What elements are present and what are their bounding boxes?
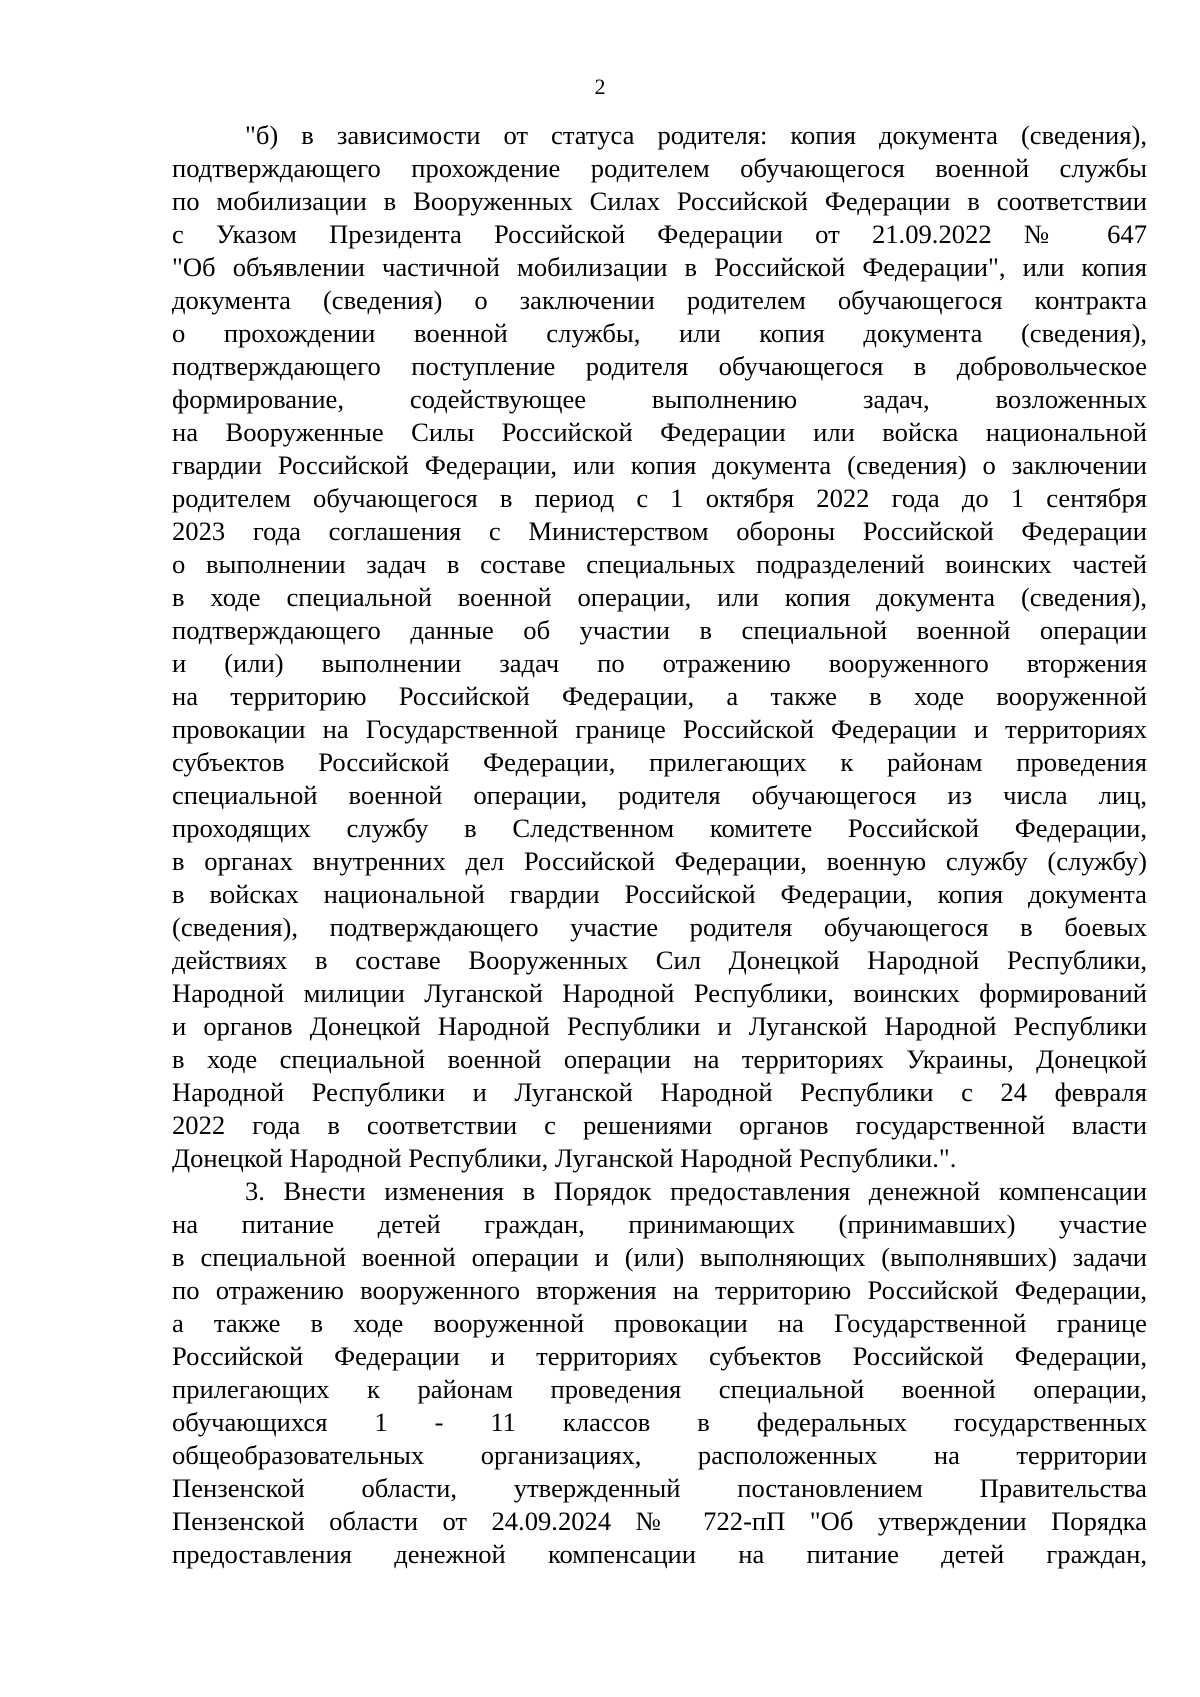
text-line: (сведения), подтверждающего участие родителя обучающегося в боевых	[172, 912, 1147, 942]
text-line: о прохождении военной службы, или копия документа (сведения),	[172, 318, 1147, 348]
page-number: 2	[594, 74, 606, 99]
text-line: подтверждающего прохождение родителем обучающегося военной службы	[172, 153, 1147, 183]
text-line: гвардии Российской Федерации, или копия документа (сведения) о заключении	[172, 450, 1147, 480]
text-line: прилегающих к районам проведения специальной военной операции,	[172, 1374, 1147, 1404]
text-line: субъектов Российской Федерации, прилегающих к районам проведения	[172, 747, 1147, 777]
text-line: Российской Федерации и территориях субъектов Российской Федерации,	[172, 1341, 1147, 1371]
text-line: на питание детей граждан, принимающих (принимавших) участие	[172, 1209, 1147, 1239]
text-line: специальной военной операции, родителя обучающегося из числа лиц,	[172, 780, 1147, 810]
text-line: и органов Донецкой Народной Республики и Луганской Народной Республики	[172, 1011, 1147, 1041]
text-line: о выполнении задач в составе специальных подразделений воинских частей	[172, 549, 1147, 579]
text-line: и (или) выполнении задач по отражению вооруженного вторжения	[172, 648, 1147, 678]
text-line: 3. Внести изменения в Порядок предоставления денежной компенсации	[245, 1176, 1147, 1206]
text-line: 2022 года в соответствии с решениями органов государственной власти	[172, 1110, 1147, 1140]
text-line: документа (сведения) о заключении родителем обучающегося контракта	[172, 285, 1147, 315]
text-line: на Вооруженные Силы Российской Федерации или войска национальной	[172, 417, 1147, 447]
text-line: подтверждающего поступление родителя обучающегося в добровольческое	[172, 351, 1147, 381]
text-line: формирование, содействующее выполнению задач, возложенных	[172, 384, 1147, 414]
text-line: Народной милиции Луганской Народной Республики, воинских формирований	[172, 978, 1147, 1008]
text-line: "б) в зависимости от статуса родителя: копия документа (сведения),	[245, 120, 1147, 150]
text-line: а также в ходе вооруженной провокации на Государственной границе	[172, 1308, 1147, 1338]
text-line: с Указом Президента Российской Федерации от 21.09.2022 № 647	[172, 219, 1147, 249]
text-line: обучающихся 1 - 11 классов в федеральных государственных	[172, 1407, 1147, 1437]
paragraph-status-documents	[172, 119, 1147, 1175]
text-line: в войсках национальной гвардии Российской Федерации, копия документа	[172, 879, 1147, 909]
text-line: по мобилизации в Вооруженных Силах Российской Федерации в соответствии	[172, 186, 1147, 216]
text-line: в органах внутренних дел Российской Федерации, военную службу (службу)	[172, 846, 1147, 876]
text-line: по отражению вооруженного вторжения на территорию Российской Федерации,	[172, 1275, 1147, 1305]
text-line: подтверждающего данные об участии в специальной военной операции	[172, 615, 1147, 645]
text-line: действиях в составе Вооруженных Сил Донецкой Народной Республики,	[172, 945, 1147, 975]
text-line: в ходе специальной военной операции на территориях Украины, Донецкой	[172, 1044, 1147, 1074]
text-line: "Об объявлении частичной мобилизации в Российской Федерации", или копия	[172, 252, 1147, 282]
text-line: в ходе специальной военной операции, или копия документа (сведения),	[172, 582, 1147, 612]
text-line: Народной Республики и Луганской Народной Республики с 24 февраля	[172, 1077, 1147, 1107]
text-line: Пензенской области, утвержденный постановлением Правительства	[172, 1473, 1147, 1503]
text-line: на территорию Российской Федерации, а также в ходе вооруженной	[172, 681, 1147, 711]
text-line: 2023 года соглашения с Министерством обороны Российской Федерации	[172, 516, 1147, 546]
text-line: проходящих службу в Следственном комитете Российской Федерации,	[172, 813, 1147, 843]
paragraph-amendments-3	[172, 1175, 1147, 1571]
text-line: провокации на Государственной границе Российской Федерации и территориях	[172, 714, 1147, 744]
text-line: предоставления денежной компенсации на питание детей граждан,	[172, 1539, 1147, 1569]
text-line: Донецкой Народной Республики, Луганской Народной Республики.".	[172, 1143, 957, 1173]
text-line: Пензенской области от 24.09.2024 № 722-пП "Об утверждении Порядка	[172, 1506, 1147, 1536]
document-body	[172, 119, 1147, 1571]
text-line: в специальной военной операции и (или) выполняющих (выполнявших) задачи	[172, 1242, 1147, 1272]
text-line: общеобразовательных организациях, расположенных на территории	[172, 1440, 1147, 1470]
text-line: родителем обучающегося в период с 1 октября 2022 года до 1 сентября	[172, 483, 1147, 513]
